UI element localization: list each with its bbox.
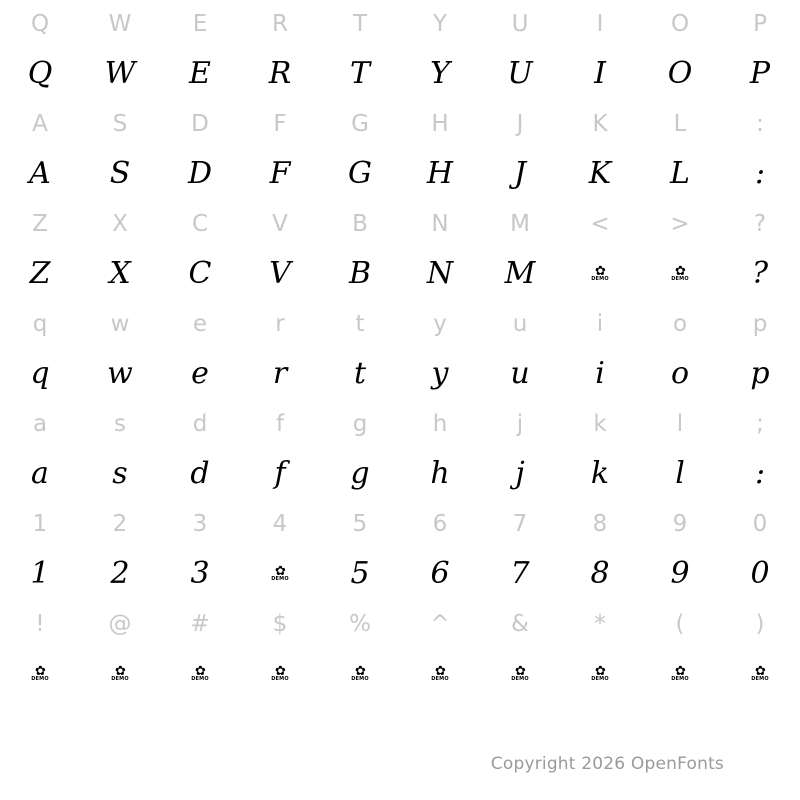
glyph-cell: B	[348, 256, 372, 291]
glyph-cell: C	[188, 256, 212, 291]
key-label: *	[594, 610, 606, 637]
key-label: O	[670, 10, 690, 37]
glyph-cell: ?	[751, 256, 769, 291]
demo-watermark-glyph	[431, 663, 449, 682]
glyph-cell: 9	[670, 556, 690, 591]
copyright-notice: Copyright 2026 OpenFonts	[490, 754, 724, 774]
glyph-cell: P	[749, 56, 771, 91]
glyph-cell: J	[513, 156, 527, 191]
demo-watermark-glyph	[591, 663, 609, 682]
glyph-cell: R	[268, 56, 292, 91]
glyph-cell: H	[426, 156, 454, 191]
glyph-cell: :	[754, 456, 766, 491]
glyph-cell	[480, 648, 560, 700]
key-label: ^	[430, 610, 450, 637]
glyph-cell: 0	[750, 556, 770, 591]
key-label: 7	[512, 510, 528, 537]
demo-watermark-glyph	[751, 663, 769, 682]
glyph-cell	[640, 648, 720, 700]
glyph-cell: s	[112, 456, 128, 491]
glyph-cell: Z	[29, 256, 51, 291]
key-label: y	[433, 310, 447, 337]
flower-icon: ✿	[275, 563, 285, 579]
flower-icon: ✿	[435, 663, 445, 679]
key-label: D	[191, 110, 209, 137]
key-label: f	[275, 410, 285, 437]
key-label: W	[108, 10, 132, 37]
flower-icon: ✿	[755, 663, 765, 679]
glyph-cell: 1	[30, 556, 50, 591]
key-label: X	[112, 210, 128, 237]
glyph-cell	[240, 548, 320, 600]
key-label: N	[431, 210, 449, 237]
key-label: w	[110, 310, 130, 337]
key-label: q	[32, 310, 48, 337]
key-label: E	[192, 10, 208, 37]
key-label: :	[756, 110, 764, 137]
demo-watermark-glyph	[111, 663, 129, 682]
glyph-cell: 8	[590, 556, 610, 591]
glyph-cell: D	[187, 156, 213, 191]
demo-watermark-glyph	[351, 663, 369, 682]
flower-icon: ✿	[275, 663, 285, 679]
key-label: p	[752, 310, 768, 337]
glyph-cell: y	[431, 356, 449, 391]
demo-watermark-glyph	[671, 263, 689, 282]
flower-icon: ✿	[515, 663, 525, 679]
flower-icon: ✿	[675, 663, 685, 679]
glyph-cell: 5	[350, 556, 370, 591]
key-label: >	[670, 210, 690, 237]
key-label: ?	[753, 210, 767, 237]
key-label: l	[676, 410, 684, 437]
glyph-cell	[240, 648, 320, 700]
flower-icon: ✿	[195, 663, 205, 679]
glyph-cell: g	[350, 456, 370, 491]
glyph-cell: U	[507, 56, 533, 91]
key-label: A	[32, 110, 48, 137]
key-label: B	[352, 210, 368, 237]
glyph-cell: G	[348, 156, 372, 191]
key-label: C	[191, 210, 209, 237]
key-label: K	[592, 110, 608, 137]
key-label: P	[753, 10, 767, 37]
glyph-cell: e	[191, 356, 209, 391]
glyph-cell	[720, 648, 800, 700]
key-label: $	[272, 610, 288, 637]
key-label: L	[673, 110, 687, 137]
key-label: !	[35, 610, 45, 637]
key-label: @	[108, 610, 132, 637]
glyph-cell: p	[750, 356, 770, 391]
key-label: %	[349, 610, 371, 637]
glyph-cell: 3	[190, 556, 210, 591]
key-label: U	[511, 10, 529, 37]
glyph-cell: :	[754, 156, 766, 191]
key-label: 4	[272, 510, 288, 537]
key-label: R	[272, 10, 288, 37]
demo-label: DEMO	[271, 575, 289, 582]
demo-label: DEMO	[31, 675, 49, 682]
demo-label: DEMO	[191, 675, 209, 682]
glyph-cell: o	[670, 356, 690, 391]
key-label: T	[352, 10, 368, 37]
key-label: k	[593, 410, 607, 437]
glyph-cell: L	[670, 156, 690, 191]
key-label: 1	[32, 510, 48, 537]
key-label: e	[192, 310, 208, 337]
key-label: Z	[32, 210, 48, 237]
demo-watermark-glyph	[31, 663, 49, 682]
key-label: a	[32, 410, 48, 437]
glyph-cell: 2	[110, 556, 130, 591]
key-label: 0	[752, 510, 768, 537]
glyph-cell: X	[109, 256, 131, 291]
glyph-cell: M	[504, 256, 536, 291]
glyph-cell	[560, 648, 640, 700]
key-label: ;	[756, 410, 764, 437]
key-label: t	[355, 310, 365, 337]
key-label: g	[352, 410, 368, 437]
glyph-cell: f	[274, 456, 286, 491]
demo-watermark-glyph	[271, 663, 289, 682]
flower-icon: ✿	[35, 663, 45, 679]
demo-label: DEMO	[591, 675, 609, 682]
glyph-cell: d	[190, 456, 210, 491]
flower-icon: ✿	[595, 263, 605, 279]
glyph-cell: A	[29, 156, 51, 191]
flower-icon: ✿	[355, 663, 365, 679]
glyph-cell: h	[430, 456, 450, 491]
glyph-cell: N	[426, 256, 454, 291]
key-label: J	[516, 110, 524, 137]
key-label: I	[596, 10, 604, 37]
glyph-cell: Y	[430, 56, 450, 91]
flower-icon: ✿	[595, 663, 605, 679]
key-label: F	[273, 110, 287, 137]
glyph-cell	[400, 648, 480, 700]
demo-label: DEMO	[431, 675, 449, 682]
flower-icon: ✿	[675, 263, 685, 279]
demo-watermark-glyph	[271, 563, 289, 582]
glyph-cell: j	[515, 456, 525, 491]
key-label: o	[672, 310, 688, 337]
demo-label: DEMO	[271, 675, 289, 682]
glyph-cell: w	[107, 356, 133, 391]
key-label: r	[275, 310, 285, 337]
key-label: &	[511, 610, 529, 637]
demo-watermark-glyph	[511, 663, 529, 682]
glyph-cell	[80, 648, 160, 700]
demo-watermark-glyph	[591, 263, 609, 282]
glyph-cell	[560, 248, 640, 300]
key-label: M	[510, 210, 530, 237]
glyph-cell: t	[353, 356, 367, 391]
glyph-cell: q	[30, 356, 50, 391]
glyph-cell: r	[272, 356, 288, 391]
glyph-cell: Q	[27, 56, 53, 91]
key-label: (	[675, 610, 685, 637]
glyph-cell: O	[667, 56, 693, 91]
glyph-cell: u	[510, 356, 530, 391]
glyph-cell: E	[189, 56, 211, 91]
demo-watermark-glyph	[671, 663, 689, 682]
glyph-cell: S	[109, 156, 131, 191]
key-label: 3	[192, 510, 208, 537]
key-label: S	[112, 110, 128, 137]
key-label: H	[431, 110, 449, 137]
key-label: )	[755, 610, 765, 637]
glyph-cell: V	[269, 256, 291, 291]
demo-label: DEMO	[511, 675, 529, 682]
glyph-cell	[320, 648, 400, 700]
glyph-cell: a	[31, 456, 49, 491]
key-label: 2	[112, 510, 128, 537]
key-label: 8	[592, 510, 608, 537]
glyph-cell	[640, 248, 720, 300]
glyph-cell: i	[595, 356, 605, 391]
glyph-cell: K	[588, 156, 612, 191]
demo-label: DEMO	[671, 275, 689, 282]
glyph-cell: W	[104, 56, 136, 91]
glyph-cell: T	[349, 56, 370, 91]
key-label: d	[192, 410, 208, 437]
key-label: j	[516, 410, 524, 437]
key-label: i	[596, 310, 604, 337]
glyph-cell: k	[590, 456, 610, 491]
glyph-cell	[0, 648, 80, 700]
demo-label: DEMO	[671, 675, 689, 682]
key-label: Q	[30, 10, 50, 37]
key-label: 5	[352, 510, 368, 537]
glyph-cell: l	[675, 456, 685, 491]
glyph-cell	[160, 648, 240, 700]
key-label: 6	[432, 510, 448, 537]
key-label: G	[351, 110, 369, 137]
key-label: #	[190, 610, 210, 637]
glyph-cell: 7	[510, 556, 530, 591]
glyph-cell: I	[594, 56, 606, 91]
glyph-cell: F	[269, 156, 291, 191]
key-label: u	[512, 310, 528, 337]
demo-watermark-glyph	[191, 663, 209, 682]
key-label: h	[432, 410, 448, 437]
key-label: Y	[432, 10, 448, 37]
demo-label: DEMO	[351, 675, 369, 682]
key-label: V	[272, 210, 288, 237]
flower-icon: ✿	[115, 663, 125, 679]
key-label: 9	[672, 510, 688, 537]
demo-label: DEMO	[751, 675, 769, 682]
key-label: s	[114, 410, 126, 437]
demo-label: DEMO	[111, 675, 129, 682]
demo-label: DEMO	[591, 275, 609, 282]
key-label: <	[590, 210, 610, 237]
glyph-cell: 6	[430, 556, 450, 591]
